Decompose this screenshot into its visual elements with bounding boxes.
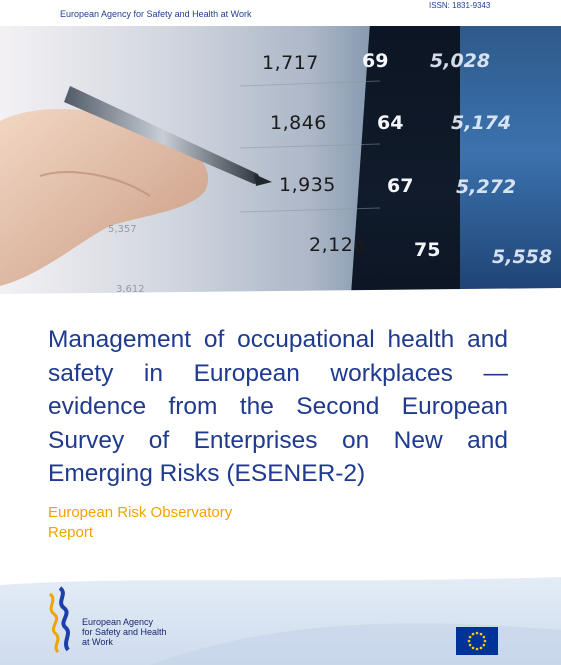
photo-number: 64 — [377, 112, 404, 134]
series-line-2: Report — [48, 524, 94, 541]
photo-number: 5,357 — [108, 224, 137, 235]
photo-number: 1,935 — [279, 174, 336, 196]
photo-number: 75 — [414, 239, 441, 261]
photo-number: 1,846 — [270, 112, 327, 134]
photo-number: 2,126 — [309, 234, 366, 256]
photo-white-curve — [0, 26, 561, 306]
photo-number: 69 — [362, 50, 389, 72]
eu-flag-icon — [456, 627, 498, 655]
photo-number: 5,028 — [430, 50, 491, 72]
series-line-1: European Risk Observatory — [48, 504, 233, 521]
issn-number: ISSN: 1831-9343 — [429, 1, 491, 10]
report-title: Management of occupational health and safety in European workplaces — evidence from the Second European Survey of Enterprises on New and Emerging Risks (ESENER-2) — [48, 326, 508, 487]
agency-logo-icon — [38, 584, 78, 654]
header-agency-name: European Agency for Safety and Health at Work — [60, 9, 252, 19]
footer-agency-line-2: for Safety and Health — [82, 627, 167, 637]
photo-number: 5,558 — [492, 246, 553, 268]
series-label — [48, 503, 232, 543]
photo-number: 5,174 — [451, 112, 512, 134]
footer-agency-line-3: at Work — [82, 637, 113, 647]
photo-number: 5,272 — [456, 176, 517, 198]
photo-number: 67 — [387, 175, 414, 197]
cover-photo — [0, 26, 561, 306]
footer-agency-name — [82, 617, 167, 647]
photo-number: 3,612 — [116, 284, 145, 295]
footer-agency-line-1: European Agency — [82, 617, 154, 627]
photo-number: 1,717 — [262, 52, 319, 74]
